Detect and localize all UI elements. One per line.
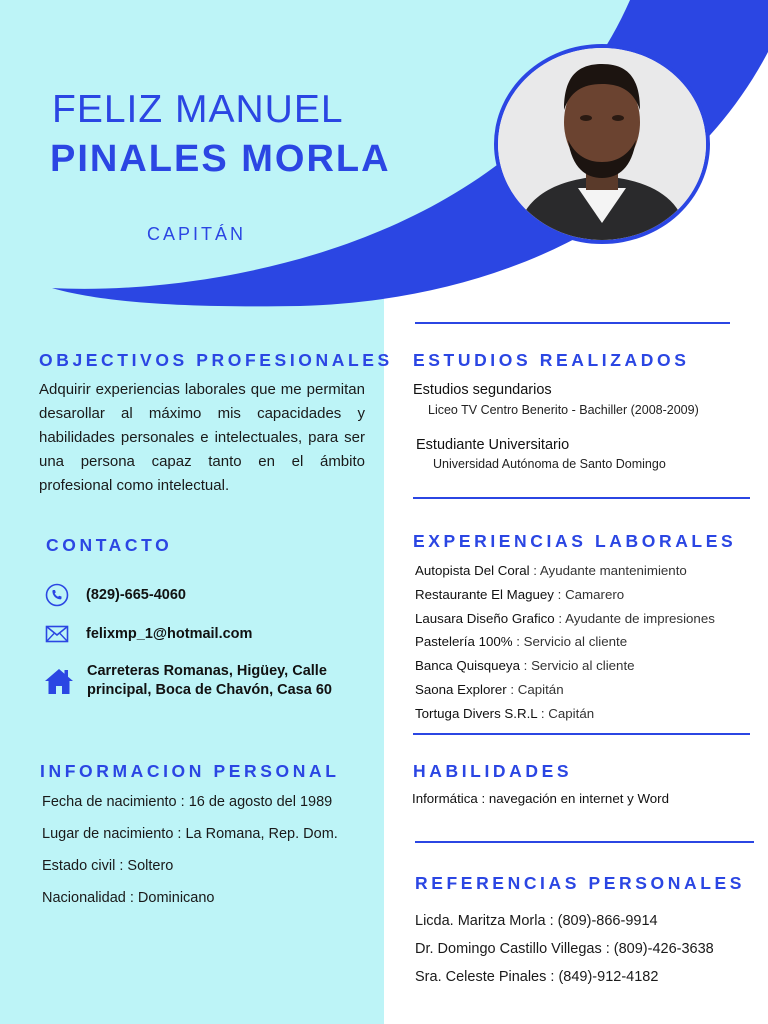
email-icon bbox=[44, 621, 70, 647]
objectives-title: OBJECTIVOS PROFESIONALES bbox=[39, 350, 393, 370]
list-item: Lausara Diseño Grafico : Ayudante de impresiones bbox=[415, 610, 715, 626]
profile-photo bbox=[494, 44, 710, 244]
list-item: Tortuga Divers S.R.L : Capitán bbox=[415, 705, 595, 721]
company: Banca Quisqueya bbox=[415, 658, 520, 674]
first-names: FELIZ MANUEL bbox=[52, 88, 344, 131]
company: Pastelería 100% bbox=[415, 634, 513, 650]
position: Servicio al cliente bbox=[531, 658, 635, 674]
study-detail: Universidad Autónoma de Santo Domingo bbox=[433, 457, 666, 471]
position: Ayudante mantenimiento bbox=[539, 563, 687, 578]
position: Camarero bbox=[565, 586, 625, 602]
list-item: Banca Quisqueya : Servicio al cliente bbox=[415, 658, 635, 674]
list-item: Saona Explorer : Capitán bbox=[415, 681, 564, 697]
skill-label: Informática bbox=[412, 791, 478, 806]
study-title: Estudios segundarios bbox=[413, 382, 552, 398]
studies-title: ESTUDIOS REALIZADOS bbox=[413, 350, 690, 370]
personal-item: Fecha de nacimiento : 16 de agosto del 1989 bbox=[42, 794, 333, 810]
job-role: CAPITÁN bbox=[147, 224, 247, 244]
position: Ayudante de impresiones bbox=[565, 610, 715, 626]
email-address[interactable]: felixmp_1@hotmail.com bbox=[86, 625, 253, 642]
company: Restaurante El Maguey bbox=[415, 586, 554, 602]
personal-title: INFORMACION PERSONAL bbox=[40, 761, 340, 781]
experience-title: EXPERIENCIAS LABORALES bbox=[413, 531, 737, 551]
references-title: REFERENCIAS PERSONALES bbox=[415, 873, 746, 893]
personal-item: Nacionalidad : Dominicano bbox=[42, 890, 215, 906]
list-item: Autopista Del Coral : Ayudante mantenimiento bbox=[415, 563, 687, 578]
company: Saona Explorer bbox=[415, 681, 507, 697]
contact-address-row bbox=[44, 662, 332, 700]
divider bbox=[413, 497, 750, 499]
references-list bbox=[415, 909, 714, 993]
study-title: Estudiante Universitario bbox=[416, 437, 570, 453]
company: Tortuga Divers S.R.L bbox=[415, 705, 538, 721]
list-item: Restaurante El Maguey : Camarero bbox=[415, 586, 625, 602]
skills-title: HABILIDADES bbox=[413, 761, 573, 781]
list-item: Sra. Celeste Pinales : (849)-912-4182 bbox=[415, 969, 659, 985]
address-line2: principal, Boca de Chavón, Casa 60 bbox=[87, 682, 332, 698]
position: Servicio al cliente bbox=[523, 634, 628, 650]
divider bbox=[415, 841, 754, 843]
skill-detail: navegación en internet y Word bbox=[488, 791, 669, 806]
phone-number[interactable]: (829)-665-4060 bbox=[86, 586, 186, 603]
experience-list bbox=[415, 561, 715, 728]
list-item: Pastelería 100% : Servicio al cliente bbox=[415, 634, 628, 650]
divider bbox=[413, 733, 750, 735]
home-icon bbox=[44, 666, 74, 696]
skill-item: Informática : navegación en internet y Word bbox=[412, 791, 669, 806]
objectives-text: Adquirir experiencias laborales que me permitan desarollar al máximo mis capacidades y habilidades personales e intelectuales, para ser una persona capaz tanto en el ámbito profesional como intelectual. bbox=[39, 381, 365, 494]
contact-title: CONTACTO bbox=[46, 535, 173, 555]
company: Autopista Del Coral bbox=[415, 563, 530, 578]
divider bbox=[415, 322, 730, 324]
phone-icon bbox=[44, 582, 70, 608]
contact-phone-row bbox=[44, 582, 186, 608]
personal-item: Lugar de nacimiento : La Romana, Rep. Dom. bbox=[42, 826, 338, 842]
position: Capitán bbox=[548, 705, 595, 721]
address bbox=[87, 662, 332, 700]
company: Lausara Diseño Grafico bbox=[415, 610, 555, 626]
study-detail: Liceo TV Centro Benerito - Bachiller (2008-2009) bbox=[428, 403, 699, 417]
contact-email-row bbox=[44, 621, 252, 647]
address-line1: Carreteras Romanas, Higüey, Calle bbox=[87, 663, 327, 679]
personal-item: Estado civil : Soltero bbox=[42, 858, 174, 874]
list-item: Dr. Domingo Castillo Villegas : (809)-426-3638 bbox=[415, 941, 714, 957]
last-names: PINALES MORLA bbox=[50, 138, 391, 180]
position: Capitán bbox=[517, 681, 564, 697]
list-item: Licda. Maritza Morla : (809)-866-9914 bbox=[415, 913, 658, 929]
